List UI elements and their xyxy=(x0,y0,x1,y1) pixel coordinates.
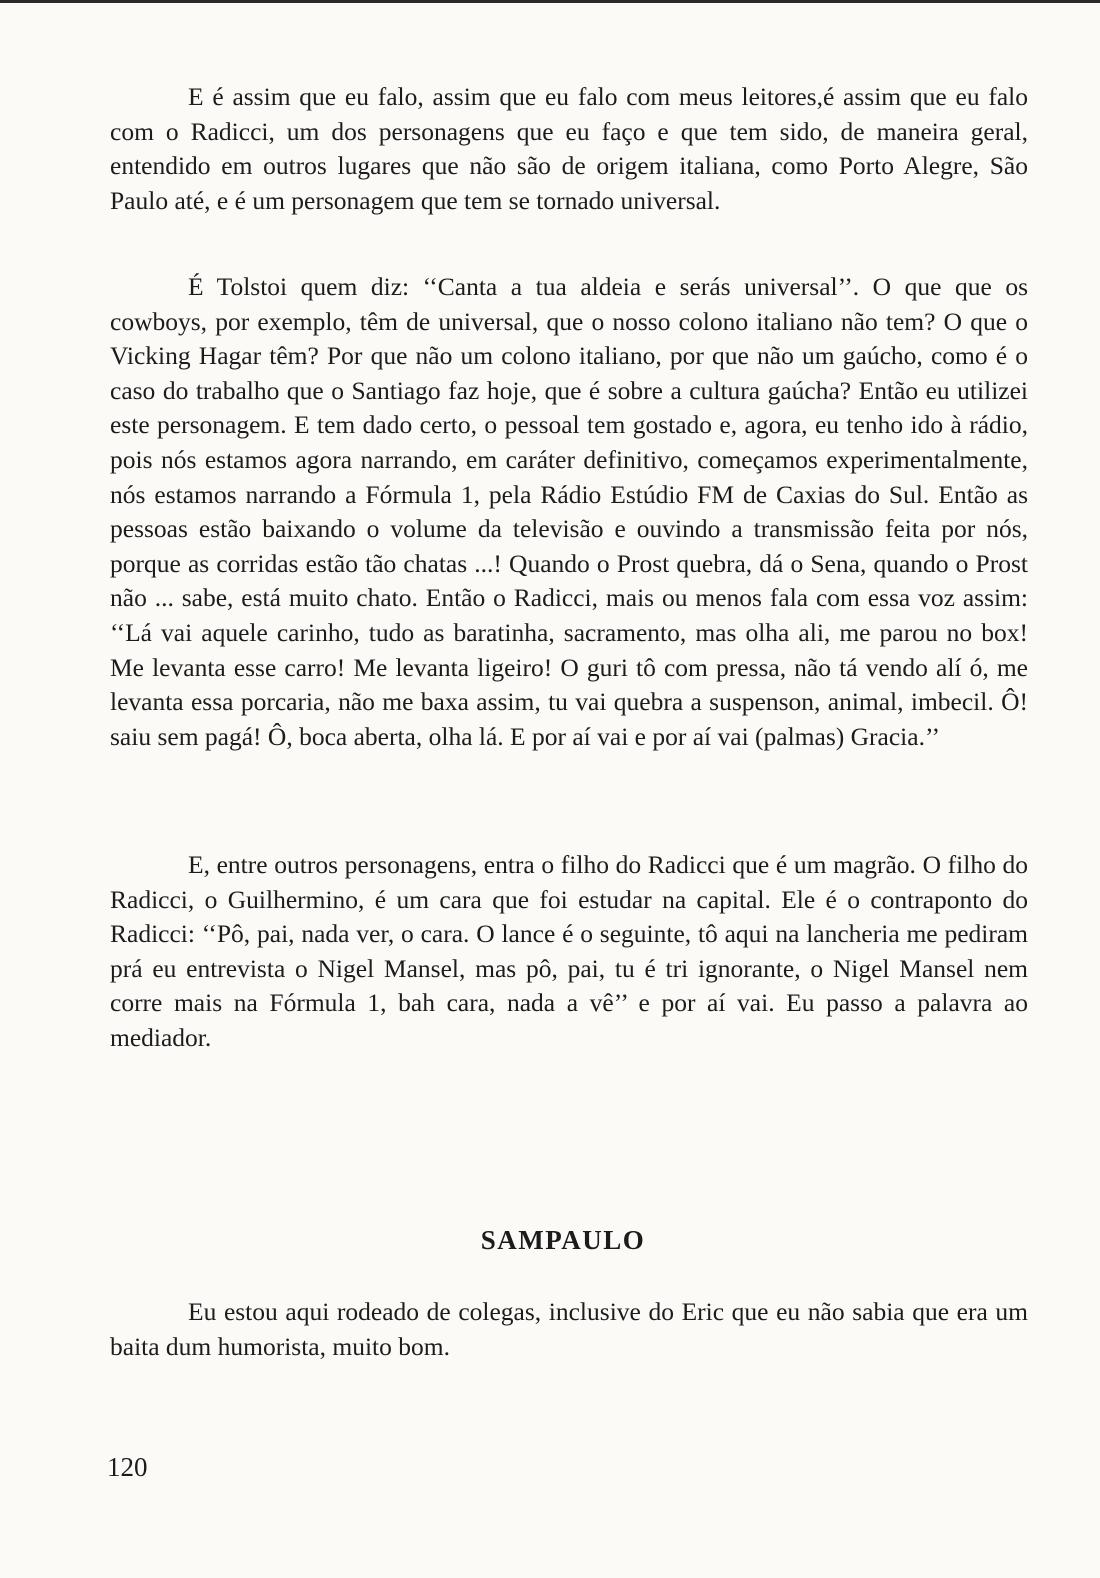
paragraph-4-text: Eu estou aqui rodeado de colegas, inclusive do Eric que eu não sabia que era um baita dum humorista, muito bom. xyxy=(110,1297,1028,1361)
paragraph-2-text: É Tolstoi quem diz: ‘‘Canta a tua aldeia e serás universal’’. O que que os cowboys, por exemplo, têm de universal, que o nosso colono italiano não tem? O que o Vicking Hagar têm? Por que não um colono italiano, por que não um gaúcho, como é o caso do trabalho que o Santiago faz hoje, que é sobre a cultura gaúcha? Então eu utilizei este personagem. E tem dado certo, o pessoal tem gostado e, agora, eu tenho ido à rádio, pois nós estamos agora narrando, em caráter definitivo, começamos experimentalmente, nós estamos narrando a Fórmula 1, pela Rádio Estúdio FM de Caxias do Sul. Então as pessoas estão baixando o volume da televisão e ouvindo a transmissão feita por nós, porque as corridas estão tão chatas ...! Quando o Prost quebra, dá o Sena, quando o Prost não ... sabe, está muito chato. Então o Radicci, mais ou menos fala com essa voz assim: ‘‘Lá vai aquele carinho, tudo as baratinha, sacramento, mas olha ali, me parou no box! Me levanta esse carro! Me levanta ligeiro! O guri tô com pressa, não tá vendo alí ó, me levanta essa porcaria, não me baxa assim, tu vai quebra a suspenson, animal, imbecil. Ô! saiu sem pagá! Ô, boca aberta, olha lá. E por aí vai e por aí vai (palmas) Gracia.’’ xyxy=(110,272,1028,751)
paragraph-1 xyxy=(110,80,1028,218)
paragraph-4 xyxy=(110,1295,1028,1364)
section-heading: SAMPAULO xyxy=(480,1225,646,1255)
paragraph-1-text: E é assim que eu falo, assim que eu falo com meus leitores,é assim que eu falo com o Radicci, um dos personagens que eu faço e que tem sido, de maneira geral, entendido em outros lugares que não são de origem italiana, como Porto Alegre, São Paulo até, e é um personagem que tem se tornado universal. xyxy=(110,82,1028,215)
paragraph-2 xyxy=(110,270,1028,754)
paragraph-3 xyxy=(110,848,1028,1056)
page-number: 120 xyxy=(107,1452,148,1482)
top-border-line xyxy=(0,0,1100,3)
paragraph-3-text: E, entre outros personagens, entra o filho do Radicci que é um magrão. O filho do Radicci, o Guilhermino, é um cara que foi estudar na capital. Ele é o contraponto do Radicci: ‘‘Pô, pai, nada ver, o cara. O lance é o seguinte, tô aqui na lancheria me pediram prá eu entrevista o Nigel Mansel, mas pô, pai, tu é tri ignorante, o Nigel Mansel nem corre mais na Fórmula 1, bah cara, nada a vê’’ e por aí vai. Eu passo a palavra ao mediador. xyxy=(110,850,1028,1052)
